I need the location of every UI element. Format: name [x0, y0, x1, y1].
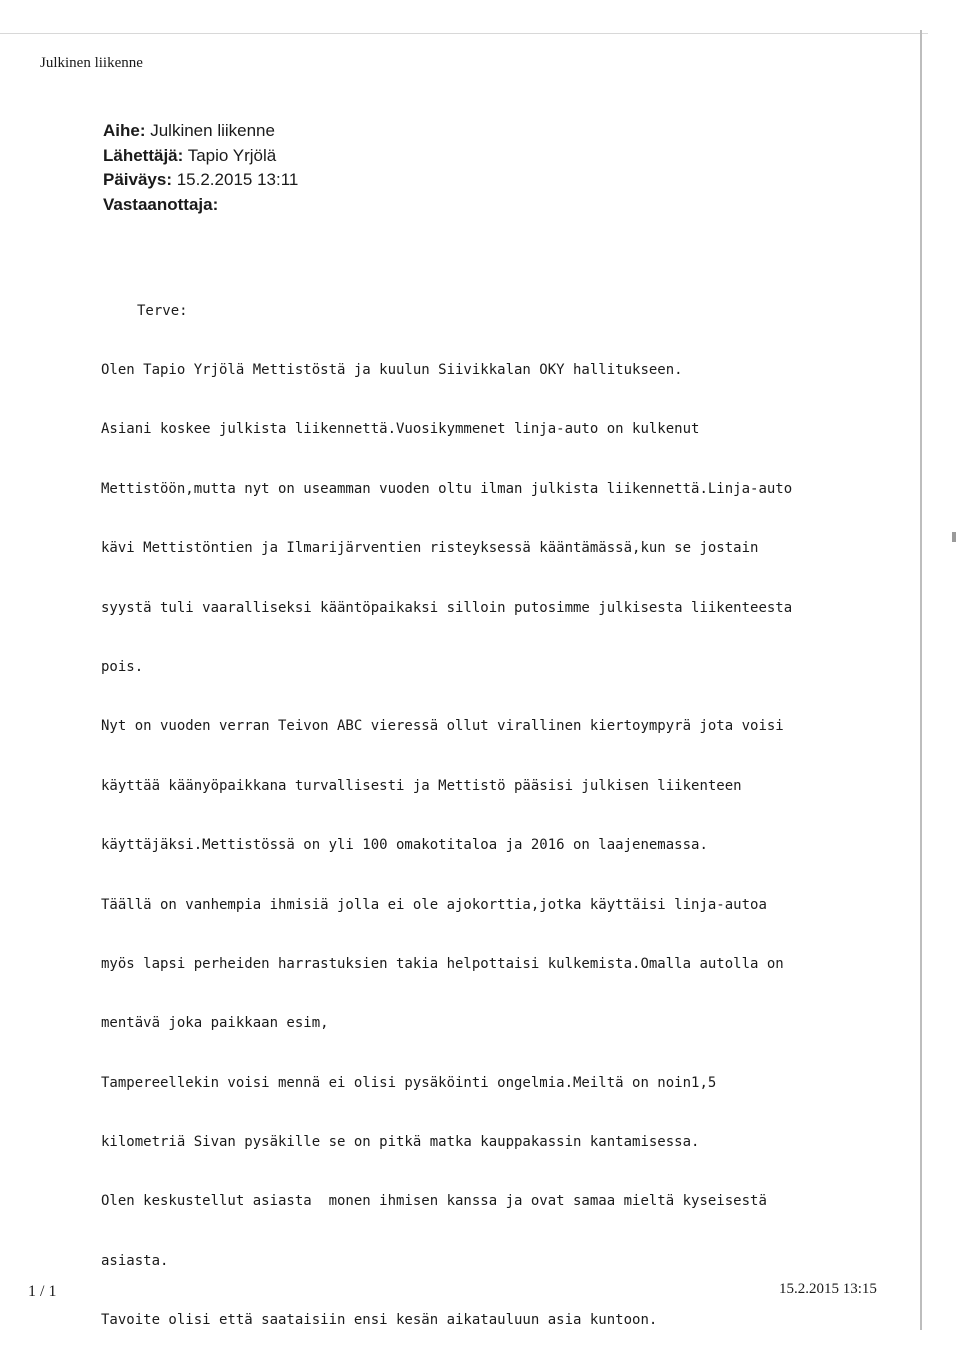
body-line: käyttäjäksi.Mettistössä on yli 100 omakotitaloa ja 2016 on laajenemassa. [101, 837, 708, 854]
body-line: asiasta. [101, 1252, 169, 1269]
subject-row [103, 119, 298, 144]
body-line: pois. [101, 658, 144, 675]
subject-value: Julkinen liikenne [145, 121, 275, 140]
document-title: Julkinen liikenne [40, 55, 143, 71]
message-body [101, 262, 901, 1351]
email-header [103, 119, 298, 217]
greeting: Terve: [137, 302, 188, 319]
body-line: Olen Tapio Yrjölä Mettistöstä ja kuulun Siivikkalan OKY hallitukseen. [101, 361, 683, 378]
body-line: Asiani koskee julkista liikennettä.Vuosikymmenet linja-auto on kulkenut [101, 421, 700, 438]
body-line: kävi Mettistöntien ja Ilmarijärventien risteyksessä kääntämässä,kun se jostain [101, 540, 759, 557]
body-line: Nyt on vuoden verran Teivon ABC vieressä ollut virallinen kiertoympyrä jota voisi [101, 718, 784, 735]
body-line: syystä tuli vaaralliseksi kääntöpaikaksi silloin putosimme julkisesta liikenteesta [101, 599, 793, 616]
sender-value: Tapio Yrjölä [183, 145, 277, 165]
date-label: Päiväys: [103, 170, 172, 189]
body-line: Täällä on vanhempia ihmisiä jolla ei ole ajokorttia,jotka käyttäisi linja-autoa [101, 896, 767, 913]
recipient-row [103, 193, 298, 218]
body-line: Mettistöön,mutta nyt on useamman vuoden oltu ilman julkista liikennettä.Linja-auto [101, 480, 793, 497]
subject-label: Aihe: [103, 121, 146, 140]
sender-row [103, 144, 298, 169]
body-line: myös lapsi perheiden harrastuksien takia helpottaisi kulkemista.Omalla autolla on [101, 955, 784, 972]
body-line: käyttää käänyöpaikkana turvallisesti ja Mettistö pääsisi julkisen liikenteen [101, 777, 742, 794]
body-line: Tampereellekin voisi mennä ei olisi pysäköinti ongelmia.Meiltä on noin1,5 [101, 1074, 717, 1091]
scan-mark [952, 532, 956, 542]
scan-top-line [0, 33, 928, 34]
body-line: Tavoite olisi että saataisiin ensi kesän aikatauluun asia kuntoon. [101, 1312, 658, 1329]
body-line: mentävä joka paikkaan esim, [101, 1015, 329, 1032]
scan-right-edge [920, 30, 922, 1330]
body-line: kilometriä Sivan pysäkille se on pitkä matka kauppakassin kantamisessa. [101, 1134, 700, 1151]
recipient-label: Vastaanottaja: [103, 194, 219, 214]
body-line: Olen keskustellut asiasta monen ihmisen kanssa ja ovat samaa mieltä kyseisestä [101, 1193, 767, 1210]
print-timestamp: 15.2.2015 13:15 [779, 1281, 877, 1297]
date-value: 15.2.2015 13:11 [172, 170, 299, 189]
sender-label: Lähettäjä: [103, 145, 184, 165]
page-number: 1 / 1 [28, 1283, 57, 1300]
date-row [103, 168, 298, 193]
